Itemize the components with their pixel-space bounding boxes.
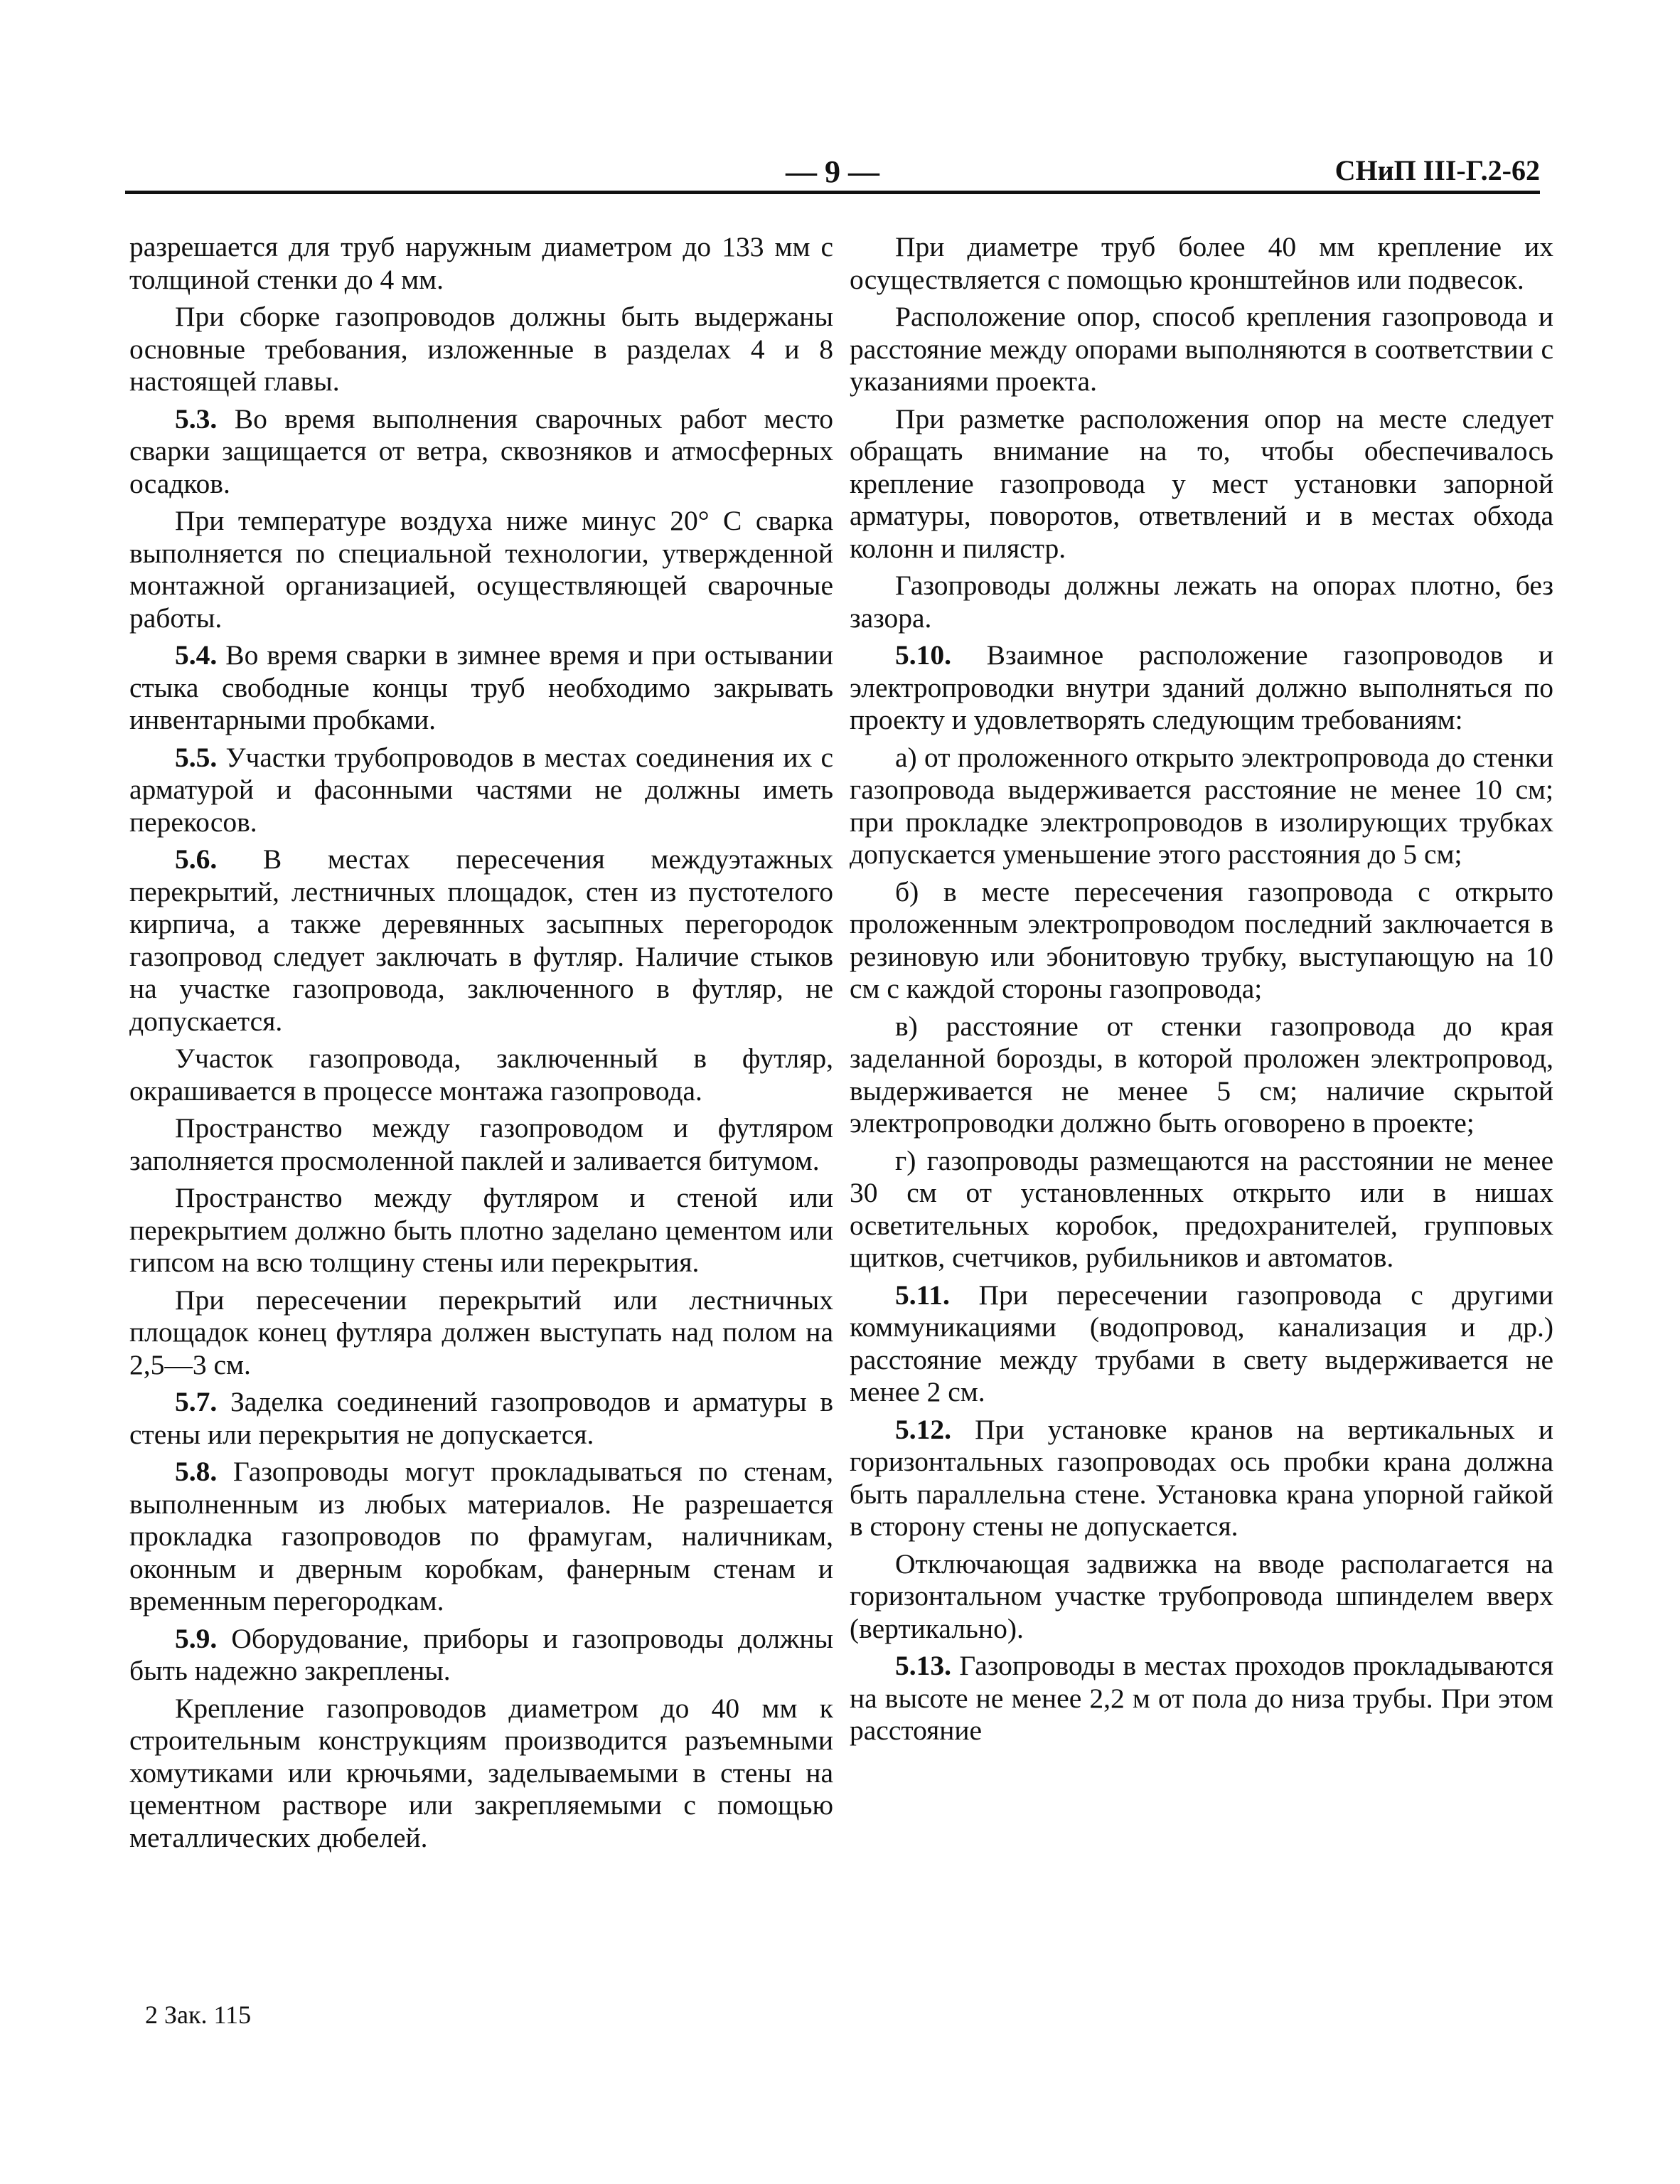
paragraph	[129, 1182, 833, 1279]
paragraph-text: При диаметре труб более 40 мм крепление их осуществляется с помощью кронштейнов или подвесок.	[850, 231, 1553, 295]
paragraph	[129, 843, 833, 1038]
paragraph	[129, 1043, 833, 1107]
paragraph	[129, 1386, 833, 1451]
paragraph-text: Взаимное расположение газопроводов и электропроводки внутри зданий должно выполняться по проекту и удовлетворять следующим требованиям:	[850, 639, 1554, 735]
paragraph-text: Расположение опор, способ крепления газопровода и расстояние между опорами выполняются в соответствии с указаниями проекта.	[850, 301, 1553, 397]
clause-number: 5.5.	[175, 741, 218, 773]
paragraph	[129, 505, 833, 634]
paragraph	[850, 1548, 1553, 1646]
footer-note: 2 Зак. 115	[145, 2001, 252, 2029]
paragraph-text: В местах пересечения междуэтажных перекрытий, лестничных площадок, стен из пустотелого кирпича, а также деревянных засыпных перегородок газопровод следует заключать в футляр. Наличие стыков на участке газопровода, заключенного в футляр, не допускается.	[129, 843, 833, 1037]
paragraph	[850, 1650, 1553, 1747]
paragraph-text: При сборке газопроводов должны быть выдержаны основные требования, изложенные в разделах 4 и 8 настоящей главы.	[129, 301, 833, 397]
paragraph	[850, 1011, 1553, 1140]
paragraph-text: Крепление газопроводов диаметром до 40 мм к строительным конструкциям производится разъемными хомутиками или крючьями, заделываемыми в стены на цементном растворе или закрепляемыми с помощью металлических дюбелей.	[129, 1692, 833, 1853]
clause-number: 5.12.	[895, 1413, 951, 1445]
paragraph-text: а) от проложенного открыто электропровода до стенки газопровода выдерживается расстояние не менее 10 см; при прокладке электропроводов в изолирующих трубках допускается уменьшение этого расстояния до 5 см;	[850, 741, 1553, 870]
paragraph-text: г) газопроводы размещаются на расстоянии не менее 30 см от установленных открыто или в нишах осветительных коробок, предохранителей, групповых щитков, счетчиков, рубильников и автоматов.	[850, 1144, 1553, 1273]
paragraph	[850, 1414, 1553, 1543]
paragraph-text: Во время сварки в зимнее время и при остывании стыка свободные концы труб необходимо закрывать инвентарными пробками.	[129, 639, 833, 735]
paragraph	[850, 742, 1553, 871]
page-header	[125, 154, 1540, 196]
paragraph-text: При температуре воздуха ниже минус 20° С сварка выполняется по специальной технологии, утвержденной монтажной организацией, осуществляющей сварочные работы.	[129, 505, 833, 634]
header-rule	[125, 191, 1540, 194]
paragraph	[129, 1693, 833, 1855]
paragraph	[129, 1456, 833, 1618]
document-code: СНиП III-Г.2-62	[1334, 154, 1540, 186]
paragraph	[850, 301, 1553, 398]
paragraph-text: Во время выполнения сварочных работ место сварки защищается от ветра, сквозняков и атмосферных осадков.	[129, 403, 833, 499]
clause-number: 5.13.	[895, 1650, 951, 1681]
clause-number: 5.10.	[895, 639, 951, 671]
paragraph	[850, 403, 1553, 565]
clause-number: 5.4.	[175, 639, 218, 671]
paragraph	[850, 639, 1553, 737]
paragraph	[850, 876, 1553, 1006]
paragraph-text: При разметке расположения опор на месте следует обращать внимание на то, чтобы обеспечивалось крепление газопровода у мест установки запорной арматуры, поворотов, ответвлений и в местах обхода колонн и пилястр.	[850, 403, 1553, 564]
paragraph-text: Пространство между футляром и стеной или перекрытием должно быть плотно заделано цементом или гипсом на всю толщину стены или перекрытия.	[129, 1182, 833, 1278]
paragraph	[129, 1112, 833, 1177]
paragraph-text: При пересечении газопровода с другими коммуникациями (водопровод, канализация и др.) расстояние между трубами в свету выдерживается не менее 2 см.	[850, 1279, 1553, 1407]
paragraph	[129, 639, 833, 737]
paragraph	[129, 403, 833, 501]
paragraph-text: Заделка соединений газопроводов и арматуры в стены или перекрытия не допускается.	[129, 1386, 834, 1450]
paragraph-text: При пересечении перекрытий или лестничных площадок конец футляра должен выступать над полом на 2,5—3 см.	[129, 1284, 833, 1380]
paragraph-text: Оборудование, приборы и газопроводы должны быть надежно закреплены.	[129, 1622, 834, 1686]
paragraph-text: Газопроводы должны лежать на опорах плотно, без зазора.	[850, 570, 1553, 634]
paragraph	[850, 231, 1553, 296]
clause-number: 5.7.	[175, 1386, 218, 1417]
paragraph	[129, 742, 833, 839]
paragraph-text: разрешается для труб наружным диаметром до 133 мм с толщиной стенки до 4 мм.	[129, 231, 833, 295]
clause-number: 5.9.	[175, 1622, 218, 1654]
paragraph-text: Газопроводы могут прокладываться по стенам, выполненным из любых материалов. Не разрешается прокладка газопроводов по фрамугам, наличникам, оконным и дверным коробкам, фанерным стенам и временным перегородкам.	[129, 1456, 833, 1616]
clause-number: 5.3.	[175, 403, 218, 435]
paragraph	[850, 1145, 1553, 1274]
paragraph	[850, 570, 1553, 634]
paragraph-text: б) в месте пересечения газопровода с открыто проложенным электропроводом последний заключается в резиновую или эбонитовую трубку, выступающую на 10 см с каждой стороны газопровода;	[850, 875, 1553, 1004]
paragraph-text: Участок газопровода, заключенный в футляр, окрашивается в процессе монтажа газопровода.	[129, 1043, 833, 1107]
paragraph	[129, 1623, 833, 1688]
paragraph-text: Газопроводы в местах проходов прокладываются на высоте не менее 2,2 м от пола до низа трубы. При этом расстояние	[850, 1650, 1554, 1746]
paragraph	[129, 301, 833, 398]
paragraph-text: При установке кранов на вертикальных и горизонтальных газопроводах ось пробки крана должна быть параллельна стене. Установка крана упорной гайкой в сторону стены не допускается.	[850, 1413, 1554, 1542]
paragraph	[129, 1284, 833, 1382]
paragraph-text: Пространство между газопроводом и футляром заполняется просмоленной паклей и заливается битумом.	[129, 1112, 833, 1176]
left-column	[129, 231, 833, 1859]
paragraph-text: Отключающая задвижка на вводе располагается на горизонтальном участке трубопровода шпинделем вверх (вертикально).	[850, 1548, 1553, 1644]
paragraph	[850, 1279, 1553, 1409]
paragraph	[129, 231, 833, 296]
paragraph-text: Участки трубопроводов в местах соединения их с арматурой и фасонными частями не должны иметь перекосов.	[129, 741, 834, 838]
clause-number: 5.6.	[175, 843, 218, 875]
clause-number: 5.8.	[175, 1456, 218, 1487]
clause-number: 5.11.	[895, 1279, 950, 1311]
right-column	[850, 231, 1553, 1752]
paragraph-text: в) расстояние от стенки газопровода до края заделанной борозды, в которой проложен электропровод, выдерживается не менее 5 см; наличие скрытой электропроводки должно быть оговорено в проекте;	[850, 1010, 1553, 1139]
page-number: — 9 —	[786, 154, 879, 189]
